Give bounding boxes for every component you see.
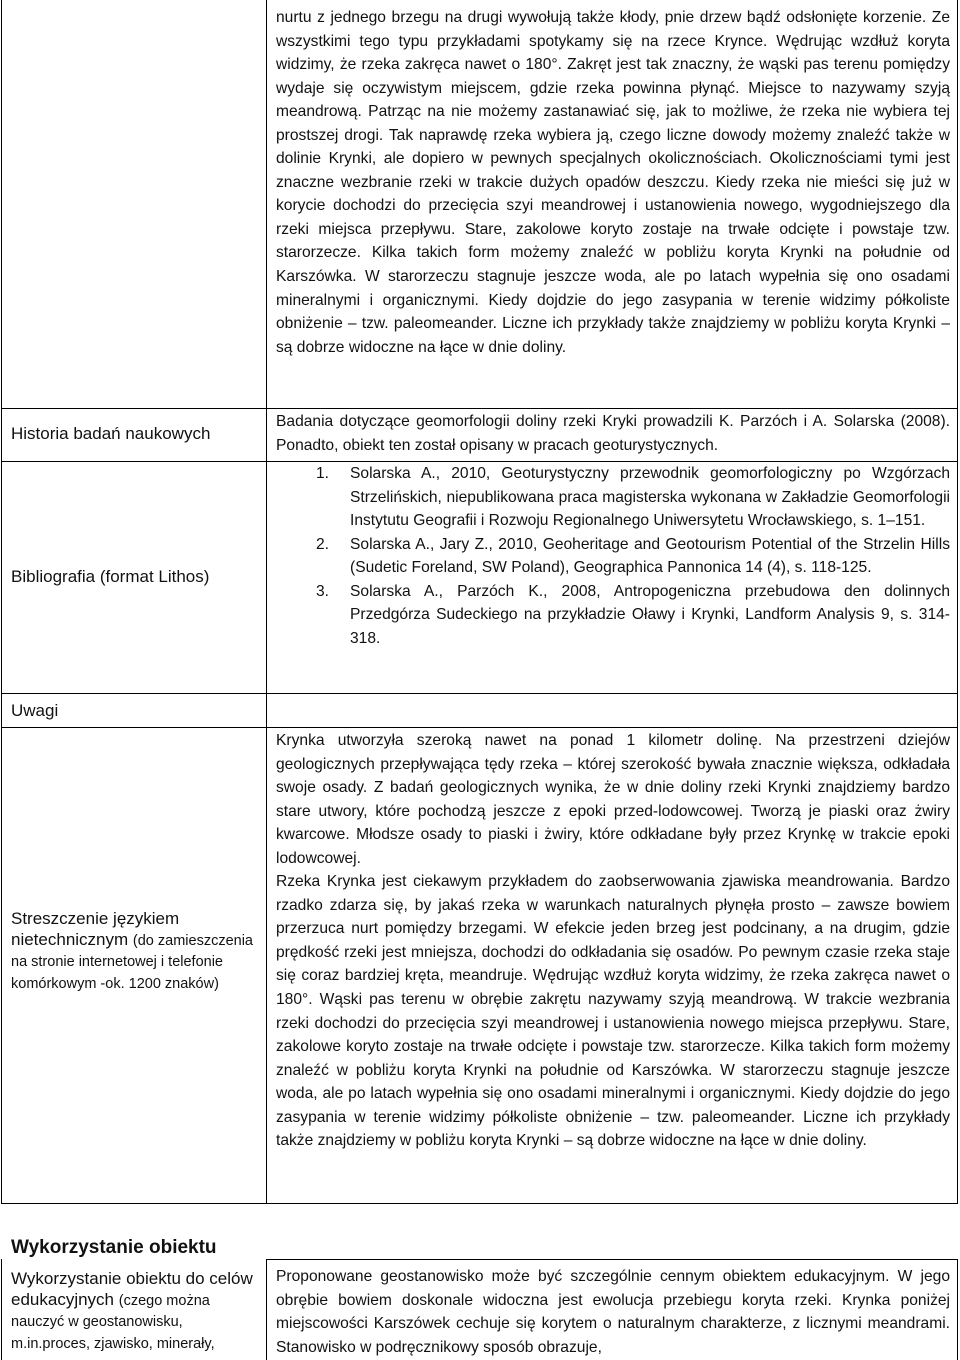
table-border-left bbox=[1, 0, 2, 1204]
table2-border-right bbox=[957, 1259, 958, 1360]
streszczenie-main: Streszczenie językiem nietechnicznym bbox=[11, 909, 180, 949]
bibliografia-item-number: 3. bbox=[316, 582, 330, 600]
label-uwagi: Uwagi bbox=[11, 701, 59, 720]
wykorzystanie-paragraph: Proponowane geostanowisko może być szczególnie cennym obiektem edukacyjnym. W jego obrębie bowiem doskonale widoczna jest ewolucja przebiegu koryta rzeki. Krynka poniżej miejscowości Karszówek cechuje się korytem o naturalnym charakterze, z licznymi meandrami. Stanowisko w podręcznikowy sposób obrazuje, bbox=[276, 1268, 950, 1356]
bibliografia-item-text: Solarska A., 2010, Geoturystyczny przewodnik geomorfologiczny po Wzgórzach Strzelińskich, niepublikowana praca magisterska wykonana w Zakładzie Geomorfologii Instytutu Geografii i Rozwoju Regionalnego Uniwersytetu Wrocławskiego, s. 1–151. bbox=[350, 465, 950, 530]
label-wykorzystanie bbox=[11, 1269, 259, 1354]
streszczenie-paragraph-1: Krynka utworzyła szeroką nawet na ponad 1 kilometr dolinę. Na przestrzeni dziejów geologicznych przepływająca tędy rzeka – której szerokość bywała znacznie większa, odkładała swoje osady. Z badań geologicznych wynika, że w dnie doliny rzeki Krynki znajdziemy bardzo stare utwory, które pochodzą jeszcze z epoki przed-lodowcowej. Tworzą je piaski oraz żwiry kwarcowe. Młodsze osady to piaski i żwiry, które odkładane były przez Krynkę w trakcie epoki lodowcowej. bbox=[276, 732, 950, 867]
bibliografia-list-container bbox=[276, 462, 950, 650]
historia-paragraph: Badania dotyczące geomorfologii doliny rzeki Kryki prowadzili K. Parzóch i A. Solarska (2008). Ponadto, obiekt ten został opisany w pracach geoturystycznych. bbox=[276, 413, 950, 454]
label-historia: Historia badań naukowych bbox=[11, 424, 211, 443]
table2-border-left bbox=[1, 1259, 2, 1360]
bibliografia-item-text: Solarska A., Parzóch K., 2008, Antropogeniczna przebudowa den dolinnych Przedgórza Sudeckiego na przykładzie Oławy i Krynki, Landform Analysis 9, s. 314-318. bbox=[350, 582, 950, 647]
section-heading-wykorzystanie: Wykorzystanie obiektu bbox=[11, 1237, 217, 1258]
label-bibliografia: Bibliografia (format Lithos) bbox=[11, 567, 210, 586]
bibliografia-item-text: Solarska A., Jary Z., 2010, Geoheritage and Geotourism Potential of the Strzelin Hills (Sudetic Foreland, SW Poland), Geographica Pannonica 14 (4), s. 118-125. bbox=[350, 535, 950, 577]
bibliografia-item-number: 1. bbox=[316, 465, 330, 482]
bibliografia-item bbox=[276, 580, 950, 651]
table-border-right bbox=[957, 0, 958, 1204]
opis-text bbox=[276, 6, 950, 359]
bibliografia-item bbox=[276, 462, 950, 533]
table2-border-top bbox=[266, 1259, 958, 1260]
wykorzystanie-text bbox=[276, 1265, 950, 1359]
bibliografia-list bbox=[276, 462, 950, 650]
streszczenie-paragraph-2: Rzeka Krynka jest ciekawym przykładem do zaobserwowania zjawiska meandrowania. Bardzo rzadko zdarza się, by jakaś rzeka w warunkach naturalnych płynęła prosto – zawsze bowiem przerzuca nurt pomiędzy brzegami. W efekcie jeden brzeg jest podcinany, a na drugim, gdzie prędkość rzeki jest mniejsza, dochodzi do odkładania się osadów. Po pewnym czasie rzeka staje się coraz bardziej kręta, meandruje. Wędrując wzdłuż koryta widzimy, że rzeka zakręca nawet o 180°. Wąski pas terenu w obrębie zakrętu nazywamy szyją meandrową. W trakcie wezbrania rzeki dochodzi do przecięcia szyi meandrowej i ustanowienia nowego miejsca przepływu. Stare, zakolowe koryto zostaje na trwałe odcięte i powstaje tzw. starorzecze. Kilka takich form możemy znaleźć w pobliżu koryta Krynki na południe od Karszówka. W starorzeczu stagnuje jeszcze woda, ale po latach wypełnia się ono osadami mineralnymi i organicznymi. Kiedy dojdzie do jego zasypania w terenie widzimy półkoliste obniżenie – tzw. paleomeander. Liczne ich przykłady także znajdziemy w pobliżu koryta Krynki – są dobrze widoczne na łące w dnie doliny. bbox=[276, 873, 950, 1150]
streszczenie-note: (do zamieszczenia na stronie internetowej i telefonie komórkowym -ok. 1200 znaków) bbox=[11, 932, 253, 992]
table-border-bottom bbox=[1, 1203, 958, 1204]
table-border-middle bbox=[266, 0, 267, 1204]
row-divider-3 bbox=[1, 693, 958, 694]
wykorzystanie-note: (czego można nauczyć w geostanowisku, m.in.proces, zjawisko, minerały, bbox=[11, 1292, 215, 1352]
historia-text bbox=[276, 410, 950, 457]
opis-paragraph: nurtu z jednego brzegu na drugi wywołują także kłody, pnie drzew bądź odsłonięte korzenie. Ze wszystkimi tego typu przykładami spotykamy się na rzece Kryncе. Wędrując wzdłuż koryta widzimy, że rzeka zakręca nawet o 180°. Zakręt jest tak znaczny, że wąski pas terenu pomiędzy wydaje się oczywistym miejscem, gdzie rzeka powinna płynąć. Miejsce to nazywamy szyją meandrową. Patrząc na nie możemy zastanawiać się, jak to możliwe, że rzeka nie wybiera tej prostszej drogi. Tak naprawdę rzeka wybiera ją, czego liczne dowody możemy znaleźć także w dolinie Krynki, ale dopiero w pewnych specjalnych okolicznościach. Okolicznościami tymi jest znaczne wezbranie rzeki w trakcie dużych opadów deszczu. Kiedy rzeka nie mieści się już w korycie dochodzi do przecięcia szyi meandrowej i ustanowienia nowego, wygodniejszego dla rzeki miejsca przepływu. Stare, zakolowe koryto zostaje na trwałe odcięte i powstaje tzw. starorzecze. Kilka takich form możemy znaleźć w pobliżu koryta Krynki na południe od Karszówka. W starorzeczu stagnuje jeszcze woda, ale po latach wypełnia się ono osadami mineralnymi i organicznymi. Kiedy dojdzie do jego zasypania w terenie widzimy półkoliste obniżenie – tzw. paleomeander. Liczne ich przykłady także znajdziemy w pobliżu koryta Krynki – są dobrze widoczne na łące w dnie doliny. bbox=[276, 9, 950, 356]
wykorzystanie-main: Wykorzystanie obiektu do celów edukacyjnych bbox=[11, 1269, 253, 1309]
label-streszczenie bbox=[11, 909, 259, 994]
row-divider-4 bbox=[1, 727, 958, 728]
row-divider-1 bbox=[1, 408, 958, 409]
table2-border-middle bbox=[266, 1259, 267, 1360]
bibliografia-item-number: 2. bbox=[316, 535, 330, 553]
streszczenie-text bbox=[276, 729, 950, 1153]
bibliografia-item bbox=[276, 533, 950, 580]
